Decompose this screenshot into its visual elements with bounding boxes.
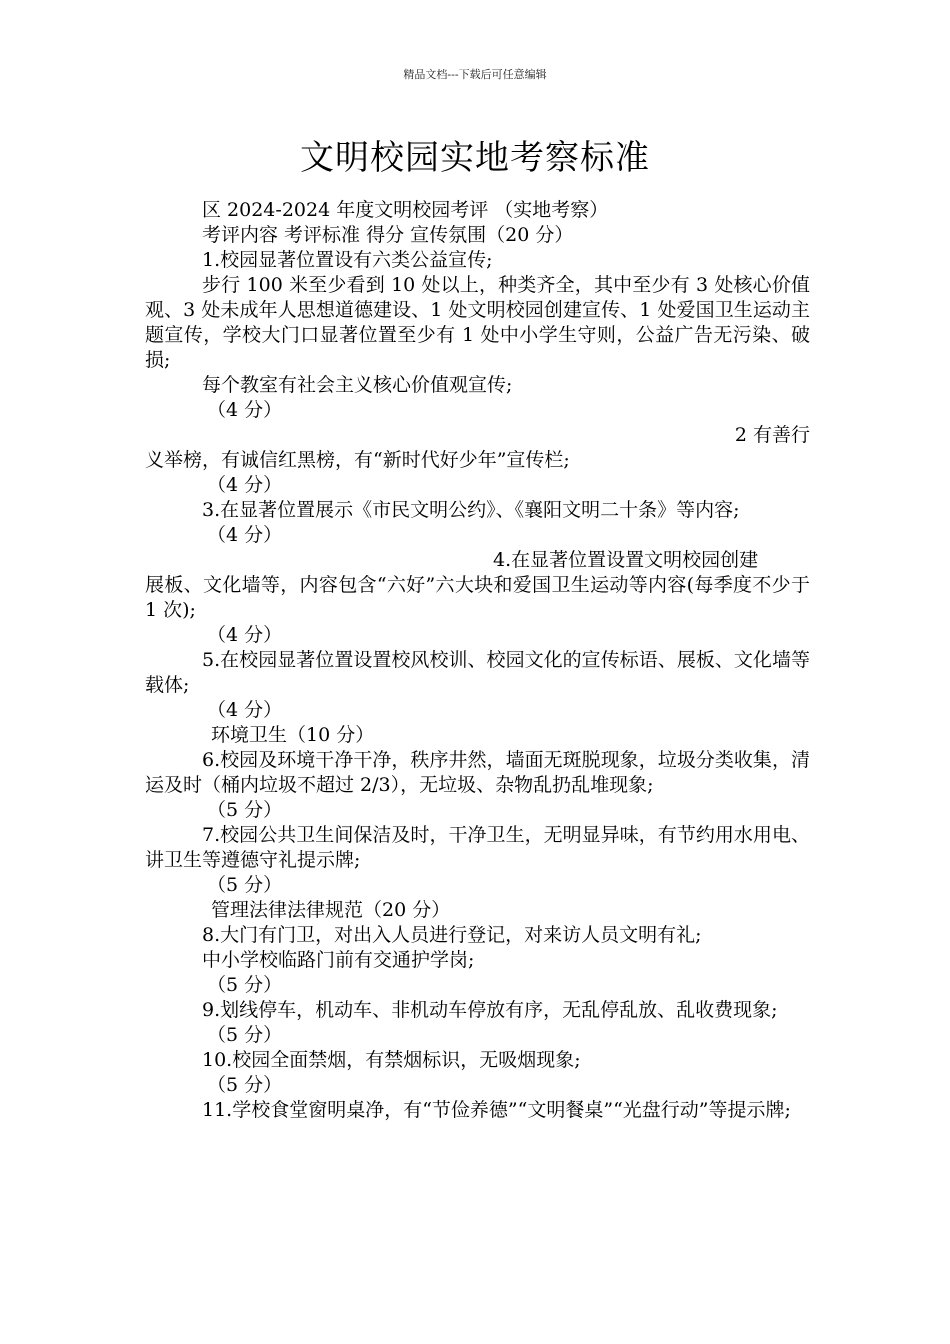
item-8: 8.大门有门卫，对出入人员进行登记，对来访人员文明有礼; [202, 924, 702, 946]
score-4: （4 分） [207, 624, 283, 646]
score-1: （4 分） [207, 399, 283, 421]
item-11: 11.学校食堂窗明桌净，有“节俭养德”“文明餐桌”“光盘行动”等提示牌; [202, 1099, 791, 1121]
section-environment: 环境卫生（10 分） [211, 724, 375, 746]
item-4-start: 4.在显著位置设置文明校园创建 [493, 549, 759, 571]
item-1-classroom: 每个教室有社会主义核心价值观宣传; [202, 374, 513, 396]
section-management: 管理法律法律规范（20 分） [211, 899, 451, 921]
item-3: 3.在显著位置展示《市民文明公约》、《襄阳文明二十条》等内容; [202, 499, 740, 521]
item-8-guard: 中小学校临路门前有交通护学岗; [202, 949, 475, 971]
item-2-start: 2 有善行 [734, 424, 810, 446]
item-4-rest: 展板、文化墙等，内容包含“六好”六大块和爱国卫生运动等内容(每季度不少于 1 次); [145, 574, 810, 621]
item-5: 5.在校园显著位置设置校风校训、校园文化的宣传标语、展板、文化墙等载体; [145, 649, 810, 696]
score-7: （5 分） [207, 874, 283, 896]
columns-line: 考评内容 考评标准 得分 宣传氛围（20 分） [202, 224, 574, 246]
item-6: 6.校园及环境干净干净，秩序井然，墙面无斑脱现象，垃圾分类收集，清运及时（桶内垃圾不超过 2/3），无垃圾、杂物乱扔乱堆现象; [145, 749, 810, 796]
item-7: 7.校园公共卫生间保洁及时，干净卫生，无明显异味，有节约用水用电、讲卫生等遵德守礼提示牌; [145, 824, 810, 871]
item-2-rest: 义举榜，有诚信红黑榜，有“新时代好少年”宣传栏; [145, 449, 570, 471]
item-10: 10.校园全面禁烟，有禁烟标识，无吸烟现象; [202, 1049, 581, 1071]
score-9: （5 分） [207, 1024, 283, 1046]
score-6: （5 分） [207, 799, 283, 821]
score-5: （4 分） [207, 699, 283, 721]
item-1-detail: 步行 100 米至少看到 10 处以上，种类齐全，其中至少有 3 处核心价值观、3 处未成年人思想道德建设、1 处文明校园创建宣传、1 处爱国卫生运动主题宣传，学校大门口显著位置至少有 1 处中小学生守则，公益广告无污染、破损; [145, 274, 810, 371]
intro-line: 区 2024-2024 年度文明校园考评 （实地考察） [202, 199, 609, 221]
item-1-title: 1.校园显著位置设有六类公益宣传; [202, 249, 493, 271]
item-9: 9.划线停车，机动车、非机动车停放有序，无乱停乱放、乱收费现象; [202, 999, 778, 1021]
score-3: （4 分） [207, 524, 283, 546]
score-2: （4 分） [207, 474, 283, 496]
document-title: 文明校园实地考察标准 [300, 138, 650, 178]
score-8: （5 分） [207, 974, 283, 996]
page-header: 精品文档---下载后可任意编辑 [403, 68, 547, 81]
document-body [145, 198, 810, 1123]
score-10: （5 分） [207, 1074, 283, 1096]
